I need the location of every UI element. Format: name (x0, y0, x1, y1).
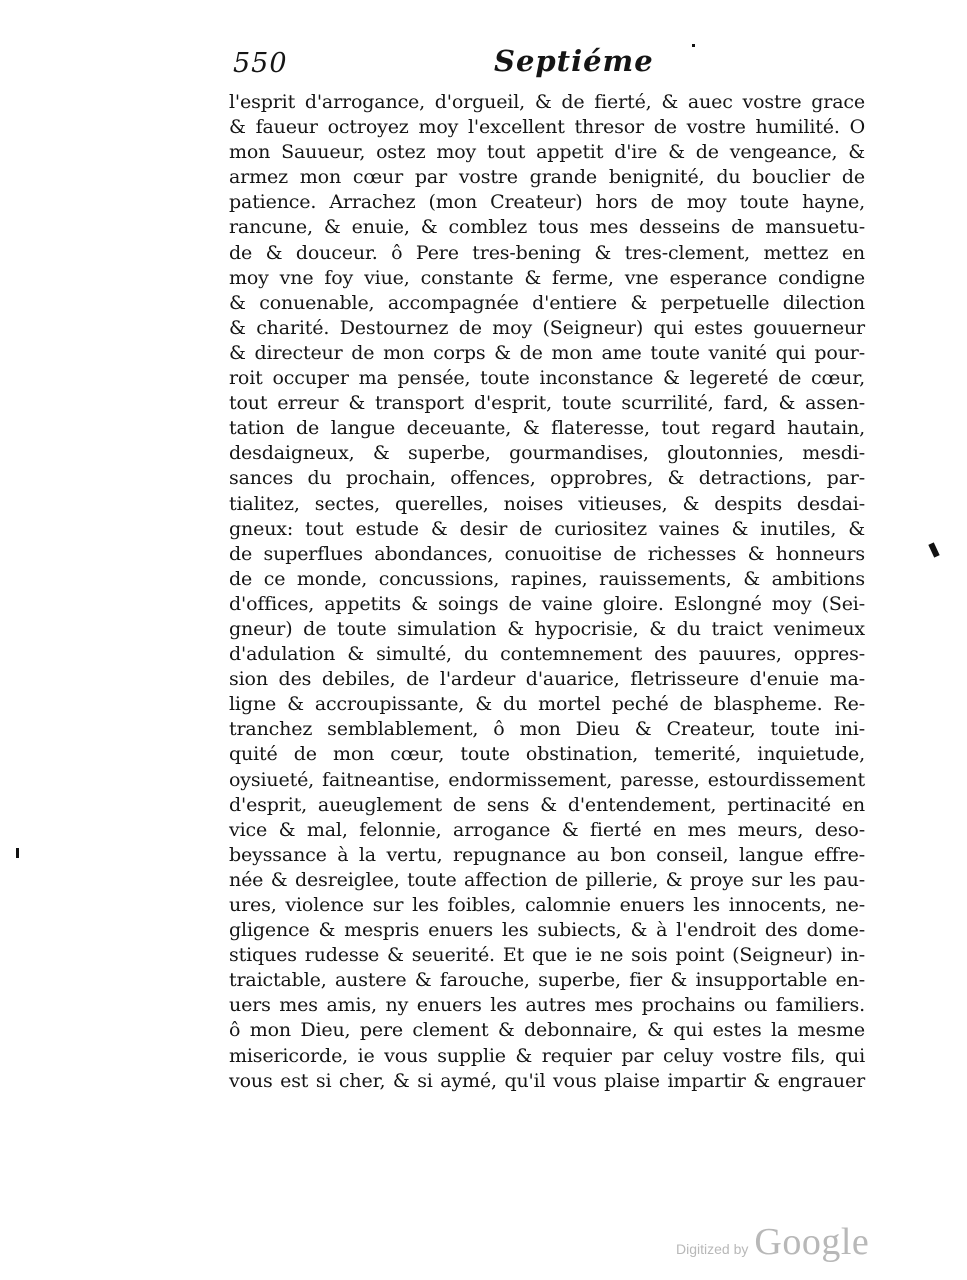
body-text (229, 90, 865, 1094)
text-line: de & douceur. ô Pere tres-bening & tres-clement, mettez en (229, 241, 865, 264)
text-line: rancune, & enuie, & comblez tous mes desseins de mansuetu- (229, 216, 865, 239)
text-line: gligence & mespris enuers les subiects, & à l'endroit des dome- (229, 919, 865, 942)
text-line: traictable, austere & farouche, superbe, fier & insupportable en- (229, 969, 865, 992)
ink-blot (928, 542, 939, 557)
text-line: d'adulation & simulté, du contemnement des pauures, oppres- (229, 643, 865, 666)
text-line: sances du prochain, offences, opprobres, & detractions, par- (229, 467, 865, 490)
text-line: sion des debiles, de l'ardeur d'auarice, fletrisseure d'enuie ma- (229, 668, 865, 691)
watermark-prefix: Digitized by (676, 1241, 749, 1257)
text-line: misericorde, ie vous supplie & requier par celuy vostre fils, qui (229, 1044, 865, 1067)
text-line: tation de langue deceuante, & flateresse, tout regard hautain, (229, 417, 865, 440)
text-line: mon Sauueur, ostez moy tout appetit d'ire & de vengeance, & (229, 141, 865, 164)
text-line: roit occuper ma pensée, toute inconstance & legereté de cœur, (229, 367, 865, 390)
text-line: d'esprit, aueuglement de sens & d'entendement, pertinacité en (229, 793, 865, 816)
text-line: patience. Arrachez (mon Createur) hors de moy toute hayne, (229, 191, 865, 214)
text-line: de superflues abondances, conuoitise de richesses & honneurs (229, 542, 865, 565)
ink-speck (692, 44, 695, 47)
text-line: vous est si cher, & si aymé, qu'il vous plaise impartir & engrauer (229, 1069, 865, 1092)
page-number: 550 (233, 48, 288, 79)
ink-speck (16, 848, 19, 858)
text-line: d'offices, appetits & soings de vaine gloire. Eslongné moy (Sei- (229, 592, 865, 615)
text-line: tranchez semblablement, ô mon Dieu & Createur, toute ini- (229, 718, 865, 741)
text-line: & directeur de mon corps & de mon ame toute vanité qui pour- (229, 341, 865, 364)
text-line: desdaigneux, & superbe, gourmandises, gloutonnies, mesdi- (229, 442, 865, 465)
text-line: de ce monde, concussions, rapines, rauissements, & ambitions (229, 567, 865, 590)
text-line: beyssance à la vertu, repugnance au bon conseil, langue effre- (229, 843, 865, 866)
text-line: ligne & accroupissante, & du mortel peché de blaspheme. Re- (229, 693, 865, 716)
text-line: stiques rudesse & seuerité. Et que ie ne sois point (Seigneur) in- (229, 944, 865, 967)
text-line: quité de mon cœur, toute obstination, temerité, inquietude, (229, 743, 865, 766)
text-line: & conuenable, accompagnée d'entiere & perpetuelle dilection (229, 291, 865, 314)
text-line: née & desreiglee, toute affection de pillerie, & proye sur les pau- (229, 868, 865, 891)
text-line: moy vne foy viue, constante & ferme, vne esperance condigne (229, 266, 865, 289)
digitized-watermark (676, 1220, 869, 1264)
text-line: tialitez, sectes, querelles, noises vitieuses, & despits desdai- (229, 492, 865, 515)
text-line: & faueur octroyez moy l'excellent thresor de vostre humilité. O (229, 116, 865, 139)
text-line: gneux: tout estude & desir de curiositez vaines & inutiles, & (229, 517, 865, 540)
google-logo: Google (754, 1221, 870, 1263)
text-line: armez mon cœur par vostre grande benignité, du bouclier de (229, 166, 865, 189)
running-head: Septiéme (494, 44, 654, 78)
text-line: ô mon Dieu, pere clement & debonnaire, & qui estes la mesme (229, 1019, 865, 1042)
text-line: tout erreur & transport d'esprit, toute scurrilité, fard, & assen- (229, 392, 865, 415)
text-line: uers mes amis, ny enuers les autres mes prochains ou familiers. (229, 994, 865, 1017)
text-line: ures, violence sur les foibles, calomnie enuers les innocents, ne- (229, 894, 865, 916)
text-line: vice & mal, felonnie, arrogance & fierté en mes meurs, deso- (229, 818, 865, 841)
text-line: gneur) de toute simulation & hypocrisie, & du traict venimeux (229, 617, 865, 640)
text-line: & charité. Destournez de moy (Seigneur) qui estes gouuerneur (229, 316, 865, 339)
text-line: l'esprit d'arrogance, d'orgueil, & de fierté, & auec vostre grace (229, 91, 865, 113)
text-line: oysiueté, faitneantise, endormissement, paresse, estourdissement (229, 768, 865, 791)
